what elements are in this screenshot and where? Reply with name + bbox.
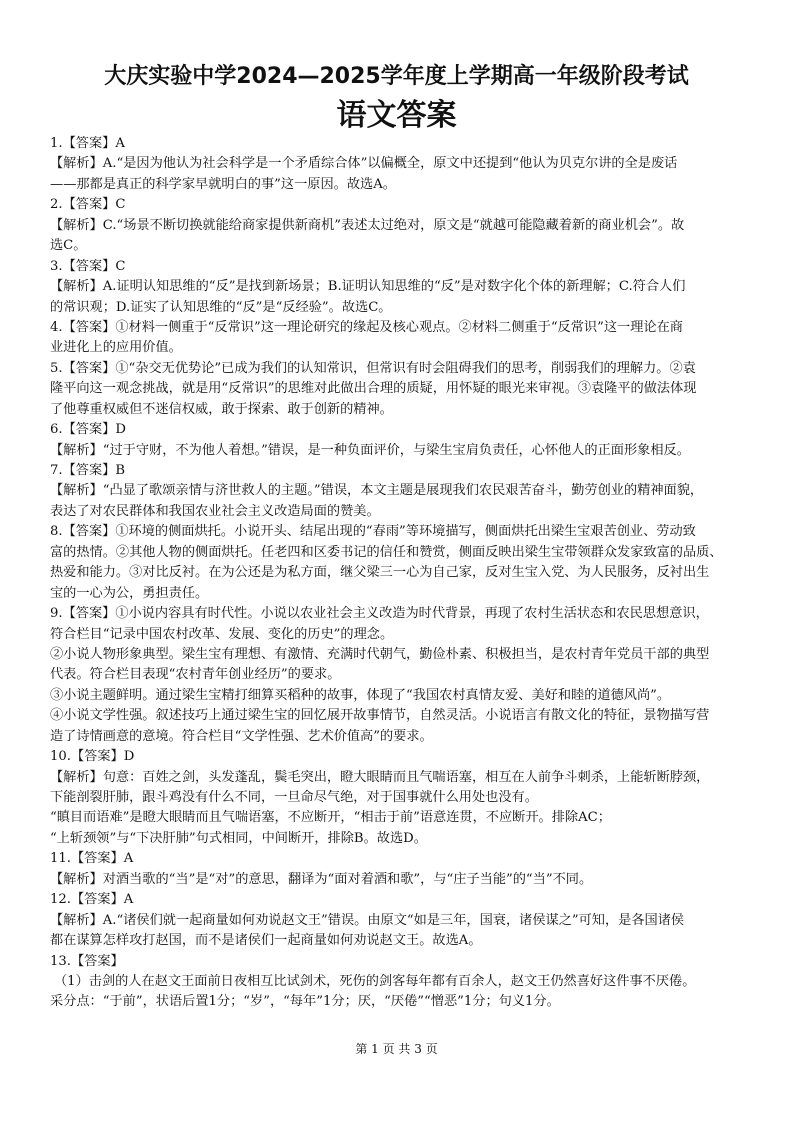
text-line: 1.【答案】A <box>50 136 125 151</box>
text-line: 表达了对农民群体和我国农业社会主义改造局面的赞美。 <box>50 503 380 519</box>
text-line: 10.【答案】D <box>50 749 135 765</box>
text-line: 11.【答案】A <box>50 851 134 867</box>
text-line: 代表。符合栏目表现“农村青年创业经历”的要求。 <box>50 667 341 683</box>
text-line: 12.【答案】A <box>50 892 134 908</box>
text-line: 宝的一心为公，勇担责任。 <box>50 585 209 601</box>
text-line: 【解析】A.“诸侯们就一起商量如何劝说赵文王”错误。由原文“如是三年，国衰，诸侯谋之”可知，是各国诸侯 <box>50 912 685 928</box>
text-line: 采分点：“于前”，状语后置1分；“岁”，“每年”1分；厌，“厌倦”“憎恶”1分；句义1分。 <box>50 994 560 1010</box>
text-line: 6.【答案】D <box>50 422 126 438</box>
text-line: 业进化上的应用价值。 <box>50 340 182 356</box>
text-line: “瞋目而语难”是瞪大眼睛而且气喘语塞，不应断开，“相击于前”语意连贯，不应断开。排除AC； <box>50 810 611 826</box>
exam-title: 大庆实验中学2024—2025学年度上学期高一年级阶段考试 <box>104 64 689 89</box>
text-line: 4.【答案】①材料一侧重于“反常识”这一理论研究的缘起及核心观点。②材料二侧重于“反常识”这一理论在商 <box>50 319 683 335</box>
text-line: 【解析】“过于守财，不为他人着想。”错误，是一种负面评价，与梁生宝肩负责任，心怀他人的正面形象相反。 <box>50 442 690 458</box>
text-line: 富的热情。②其他人物的侧面烘托。任老四和区委书记的信任和赞赏，侧面反映出梁生宝带领群众发家致富的品质、 <box>50 544 723 560</box>
text-line: ④小说文学性强。叙述技巧上通过梁生宝的回忆展开故事情节，自然灵活。小说语言有散文化的特征，景物描写营 <box>50 708 710 724</box>
text-line: 的常识观；D.证实了认知思维的“反”是“反经验”。故选C。 <box>50 299 392 315</box>
text-line: ②小说人物形象典型。梁生宝有理想、有激情、充满时代朝气，勤俭朴素、积极担当，是农村青年党员干部的典型 <box>50 646 710 662</box>
text-line: 7.【答案】B <box>50 463 126 478</box>
page-number: 第 1 页 共 3 页 <box>355 1042 438 1056</box>
text-line: 下能剖裂肝肺，跟斗鸡没有什么不同，一旦命尽气绝，对于国事就什么用处也没有。 <box>50 790 538 805</box>
text-line: ③小说主题鲜明。通过梁生宝精打细算买稻种的故事，体现了“我国农村真情友爱、美好和睦的道德风尚”。 <box>50 687 671 703</box>
text-line: 热爱和能力。③对比反衬。在为公还是为私方面，继父梁三一心为自己家，反对生宝入党、为人民服务，反衬出生 <box>50 565 710 581</box>
text-line: ——那都是真正的科学家早就明白的事”这一原因。故选A。 <box>50 176 396 192</box>
text-line: 【解析】A.“是因为他认为社会科学是一个矛盾综合体”以偏概全，原文中还提到“他认为贝克尔讲的全是废话 <box>50 156 678 172</box>
text-line: 符合栏目“记录中国农村改革、发展、变化的历史”的理念。 <box>50 626 394 642</box>
text-line: 13.【答案】 <box>50 953 124 969</box>
text-line: 了他尊重权威但不迷信权威，敢于探索、敢于创新的精神。 <box>50 401 393 417</box>
text-line: 选C。 <box>50 238 87 254</box>
text-line: 5.【答案】①“杂交无优势论”已成为我们的认知常识，但常识有时会阻碍我们的思考，削弱我们的理解力。②袁 <box>50 360 696 376</box>
answer-content <box>50 134 745 1013</box>
text-line: 【解析】C.“场景不断切换就能给商家提供新商机”表述太过绝对，原文是“就越可能隐藏着新的商业机会”。故 <box>50 217 685 233</box>
text-line: 【解析】A.证明认知思维的“反”是找到新场景；B.证明认知思维的“反”是对数字化个体的新理解；C.符合人们 <box>50 279 686 295</box>
text-line: 造了诗情画意的意境。符合栏目“文学性强、艺术价值高”的要求。 <box>50 728 433 744</box>
text-line: 【解析】对酒当歌的“当”是“对”的意思，翻译为“面对着酒和歌”，与“庄子当能”的“当”不同。 <box>50 871 593 887</box>
text-line: 都在谋算怎样攻打赵国，而不是诸侯们一起商量如何劝说赵文王。故选A。 <box>50 933 482 949</box>
text-line: 9.【答案】①小说内容具有时代性。小说以农业社会主义改造为时代背景，再现了农村生活状态和农民思想意识， <box>50 606 709 622</box>
text-line: （1）击剑的人在赵文王面前日夜相互比试剑术，死伤的剑客每年都有百余人，赵文王仍然喜好这件事不厌倦。 <box>54 973 696 989</box>
exam-subtitle: 语文答案 <box>336 98 457 133</box>
text-line: 2.【答案】C <box>50 197 126 213</box>
text-line: “上斩颈领”与“下决肝肺”句式相同，中间断开，排除B。故选D。 <box>50 830 427 846</box>
text-line: 8.【答案】①环境的侧面烘托。小说开头、结尾出现的“春雨”等环境描写，侧面烘托出梁生宝艰苦创业、劳动致 <box>50 524 696 540</box>
text-line: 【解析】“凸显了歌颂亲情与济世救人的主题。”错误，本文主题是展现我们农民艰苦奋斗，勤劳创业的精神面貌， <box>50 483 704 499</box>
text-line: 【解析】句意：百姓之剑，头发蓬乱，鬓毛突出，瞪大眼睛而且气喘语塞，相互在人前争斗刺杀，上能斩断脖颈， <box>50 769 710 785</box>
text-line: 隆平向这一观念挑战，就是用“反常识”的思维对此做出合理的质疑，用怀疑的眼光来审视。③袁隆平的做法体现 <box>50 381 697 397</box>
text-line: 3.【答案】C <box>50 258 126 274</box>
